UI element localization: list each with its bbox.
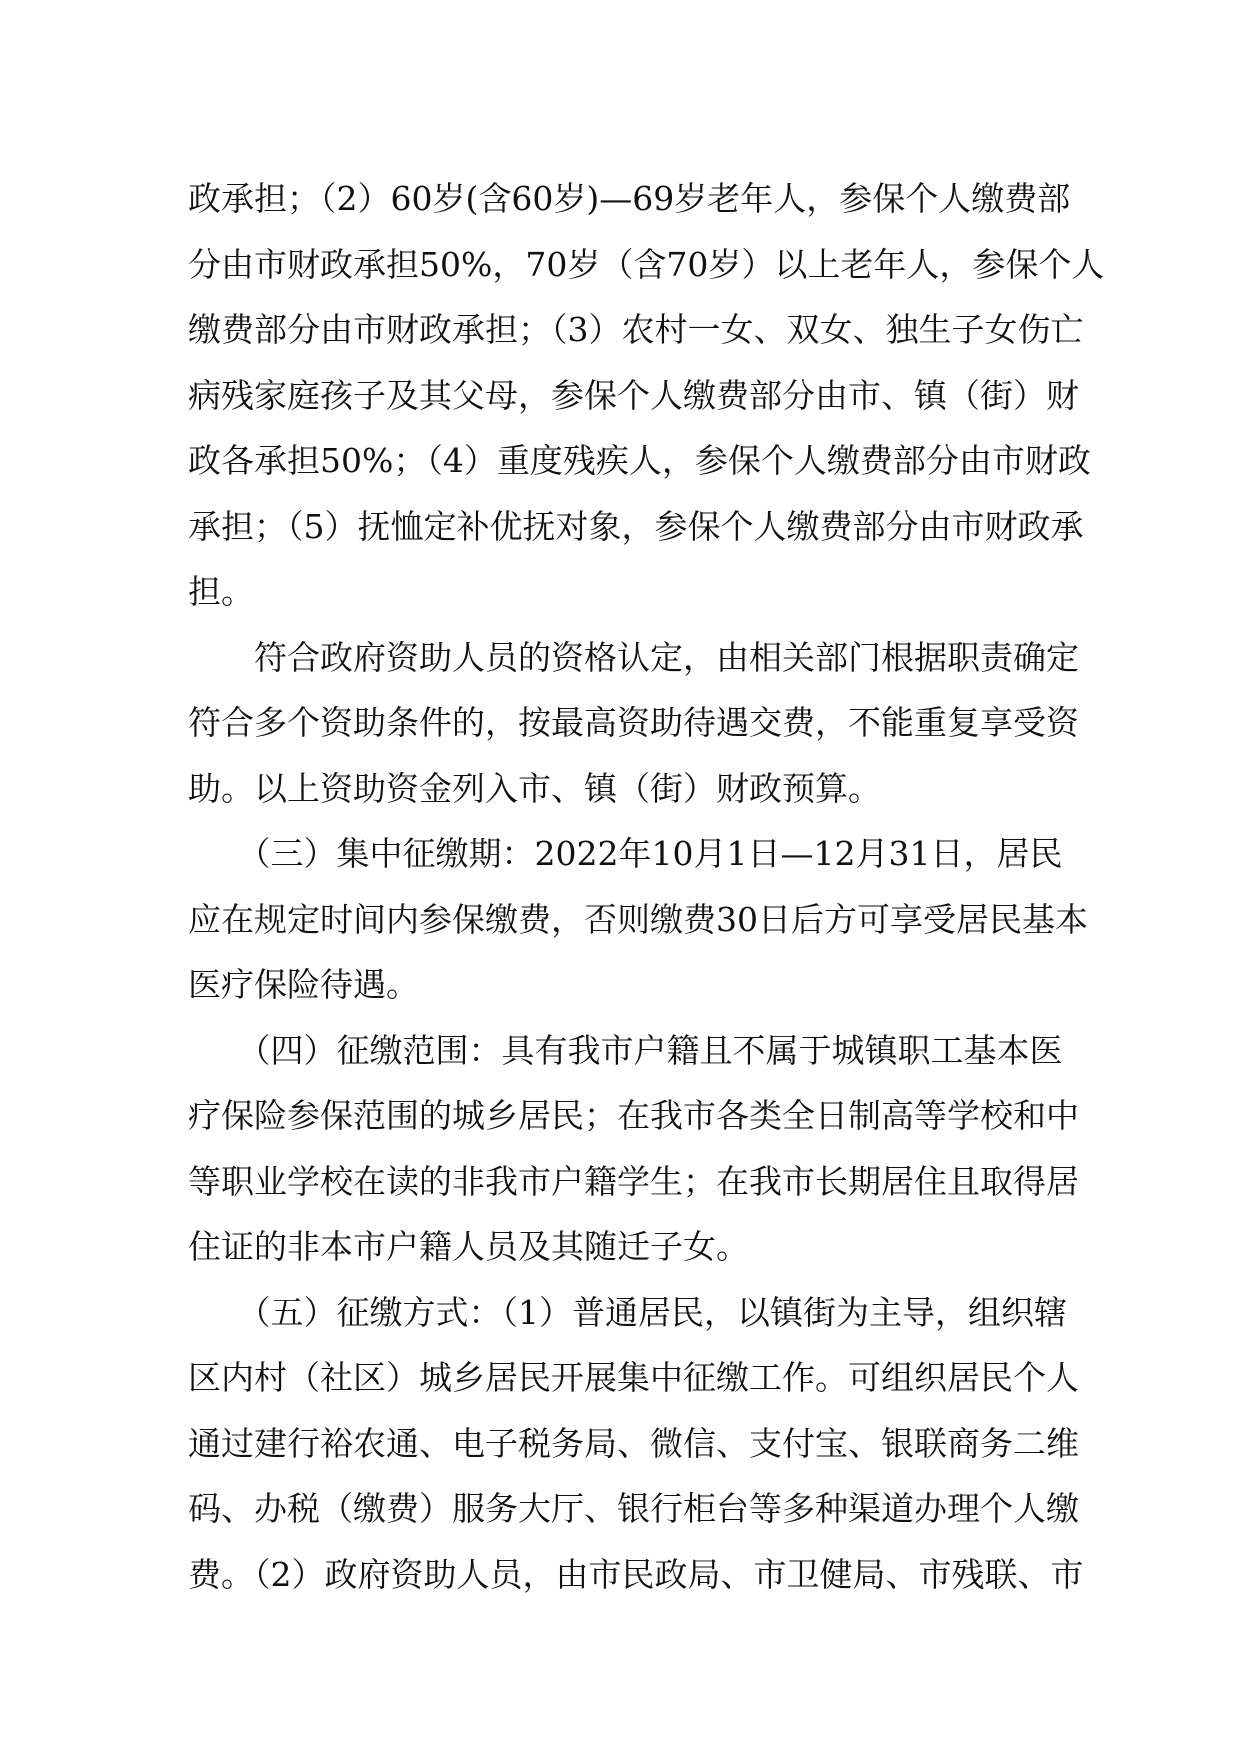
text-line: 住证的非本市户籍人员及其随迁子女。 (188, 1227, 749, 1266)
text-line: 通过建行裕农通、电子税务局、微信、支付宝、银联商务二维 (188, 1423, 1079, 1463)
text-line: 等职业学校在读的非我市户籍学生；在我市长期居住且取得居 (188, 1161, 1079, 1201)
text-line: 码、办税（缴费）服务大厅、银行柜台等多种渠道办理个人缴 (188, 1489, 1079, 1528)
text-line: 费。（2）政府资助人员，由市民政局、市卫健局、市残联、市 (188, 1554, 1084, 1594)
text-line: 病残家庭孩子及其父母，参保个人缴费部分由市、镇（街）财 (188, 375, 1079, 415)
text-line: 助。以上资助资金列入市、镇（街）财政预算。 (188, 768, 881, 808)
text-line: 政承担；（2）60岁(含60岁)—69岁老年人，参保个人缴费部 (188, 179, 1071, 218)
text-line: 疗保险参保范围的城乡居民；在我市各类全日制高等学校和中 (188, 1096, 1079, 1135)
text-line: 政各承担50%；（4）重度残疾人，参保个人缴费部分由市财政 (188, 441, 1091, 480)
text-line: 承担；（5）抚恤定补优抚对象，参保个人缴费部分由市财政承 (188, 506, 1084, 546)
text-line: 符合政府资助人员的资格认定，由相关部门根据职责确定 (188, 637, 1079, 677)
text-line: 区内村（社区）城乡居民开展集中征缴工作。可组织居民个人 (188, 1358, 1079, 1397)
text-line: （五）征缴方式：（1）普通居民，以镇街为主导，组织辖 (188, 1292, 1067, 1332)
text-line: 医疗保险待遇。 (188, 965, 419, 1004)
text-line: 分由市财政承担50%，70岁（含70岁）以上老年人，参保个人 (188, 244, 1105, 284)
text-line: 符合多个资助条件的，按最高资助待遇交费，不能重复享受资 (188, 703, 1079, 742)
text-line: 缴费部分由市财政承担；（3）农村一女、双女、独生子女伤亡 (188, 310, 1084, 349)
text-line: （三）集中征缴期：2022年10月1日—12月31日，居民 (188, 834, 1063, 873)
text-line: （四）征缴范围：具有我市户籍且不属于城镇职工基本医 (188, 1030, 1063, 1070)
text-line: 应在规定时间内参保缴费，否则缴费30日后方可享受居民基本 (188, 899, 1088, 939)
text-line: 担。 (188, 572, 254, 611)
document-body (188, 166, 1105, 1607)
